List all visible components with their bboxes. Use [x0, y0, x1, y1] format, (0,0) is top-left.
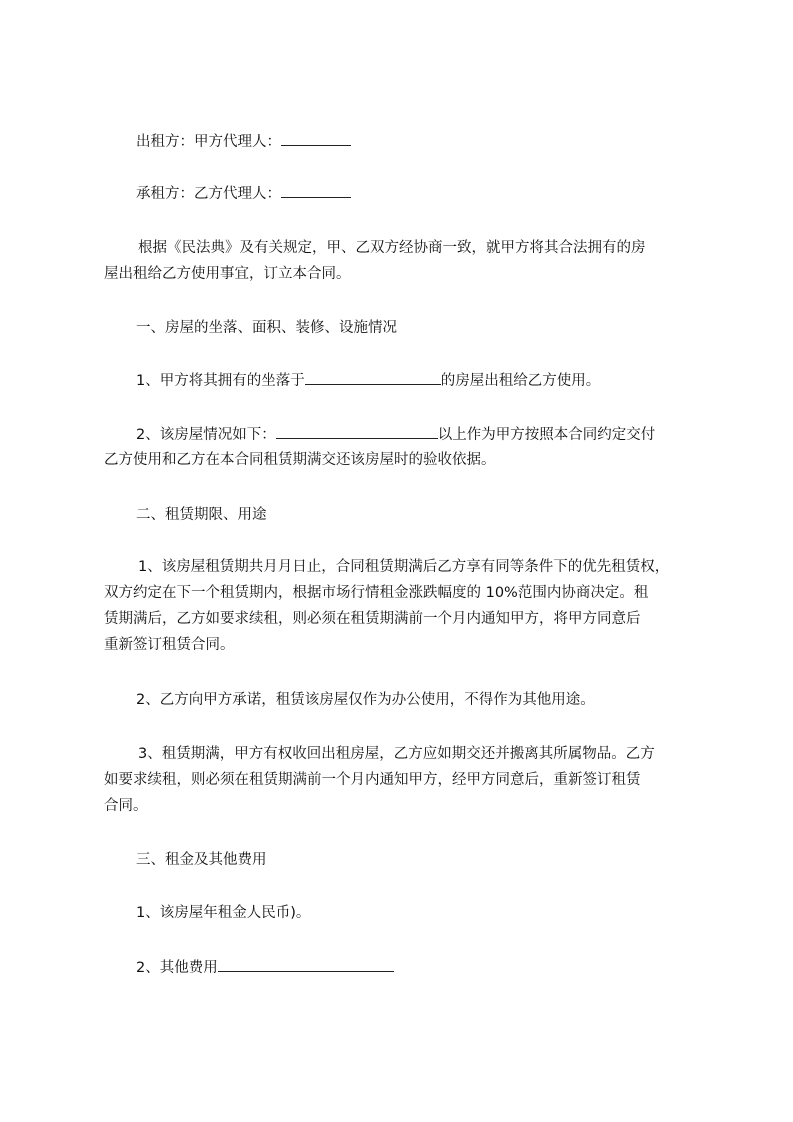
item-text: 2、该房屋情况如下：: [136, 427, 276, 443]
section-1-item-1: [136, 370, 600, 391]
section-2-item-2: 2、乙方向甲方承诺，租赁该房屋仅作为办公使用，不得作为其他用途。: [136, 692, 595, 708]
intro-paragraph-line-2: 屋出租给乙方使用事宜，订立本合同。: [104, 266, 351, 282]
section-2-item-1-line-4: 重新签订租赁合同。: [104, 637, 235, 653]
lessee-line: [136, 183, 351, 204]
item-text: 的房屋出租给乙方使用。: [440, 373, 601, 389]
house-condition-blank: [276, 424, 438, 439]
section-3-item-2: [136, 957, 394, 978]
section-1-title: 一、房屋的坐落、面积、装修、设施情况: [136, 320, 397, 336]
section-3-item-1: 1、该房屋年租金人民币)。: [136, 905, 311, 921]
section-2-item-1-line-2: 双方约定在下一个租赁期内，根据市场行情租金涨跌幅度的 10%范围内协商决定。租: [104, 585, 649, 601]
lessor-label: 出租方：甲方代理人：: [136, 134, 281, 150]
location-blank: [305, 370, 441, 385]
section-2-title: 二、租赁期限、用途: [136, 507, 267, 523]
other-fees-blank: [218, 957, 394, 972]
lessee-label: 承租方：乙方代理人：: [136, 186, 281, 202]
section-3-title: 三、租金及其他费用: [136, 852, 267, 868]
intro-paragraph-line-1: 根据《民法典》及有关规定，甲、乙双方经协商一致，就甲方将其合法拥有的房: [138, 240, 646, 256]
item-text: 1、甲方将其拥有的坐落于: [136, 373, 305, 389]
section-2-item-3-line-2: 如要求续租，则必须在租赁期满前一个月内通知甲方，经甲方同意后，重新签订租赁: [104, 772, 641, 788]
section-1-item-2-line-2: 乙方使用和乙方在本合同租赁期满交还该房屋时的验收依据。: [104, 452, 496, 468]
section-2-item-1-line-3: 赁期满后，乙方如要求续租，则必须在租赁期满前一个月内通知甲方，将甲方同意后: [104, 611, 641, 627]
section-2-item-3-line-3: 合同。: [104, 798, 148, 814]
item-text: 以上作为甲方按照本合同约定交付: [437, 427, 656, 443]
section-2-item-1-line-1: 1、该房屋租赁期共月月日止，合同租赁期满后乙方享有同等条件下的优先租赁权，: [138, 559, 670, 575]
section-2-item-3-line-1: 3、租赁期满，甲方有权收回出租房屋，乙方应如期交还并搬离其所属物品。乙方: [138, 746, 655, 762]
section-1-item-2-line-1: [136, 424, 655, 445]
item-text: 2、其他费用: [136, 960, 218, 976]
lessor-line: [136, 131, 351, 152]
lessee-agent-blank: [281, 183, 351, 198]
lessor-agent-blank: [281, 131, 351, 146]
